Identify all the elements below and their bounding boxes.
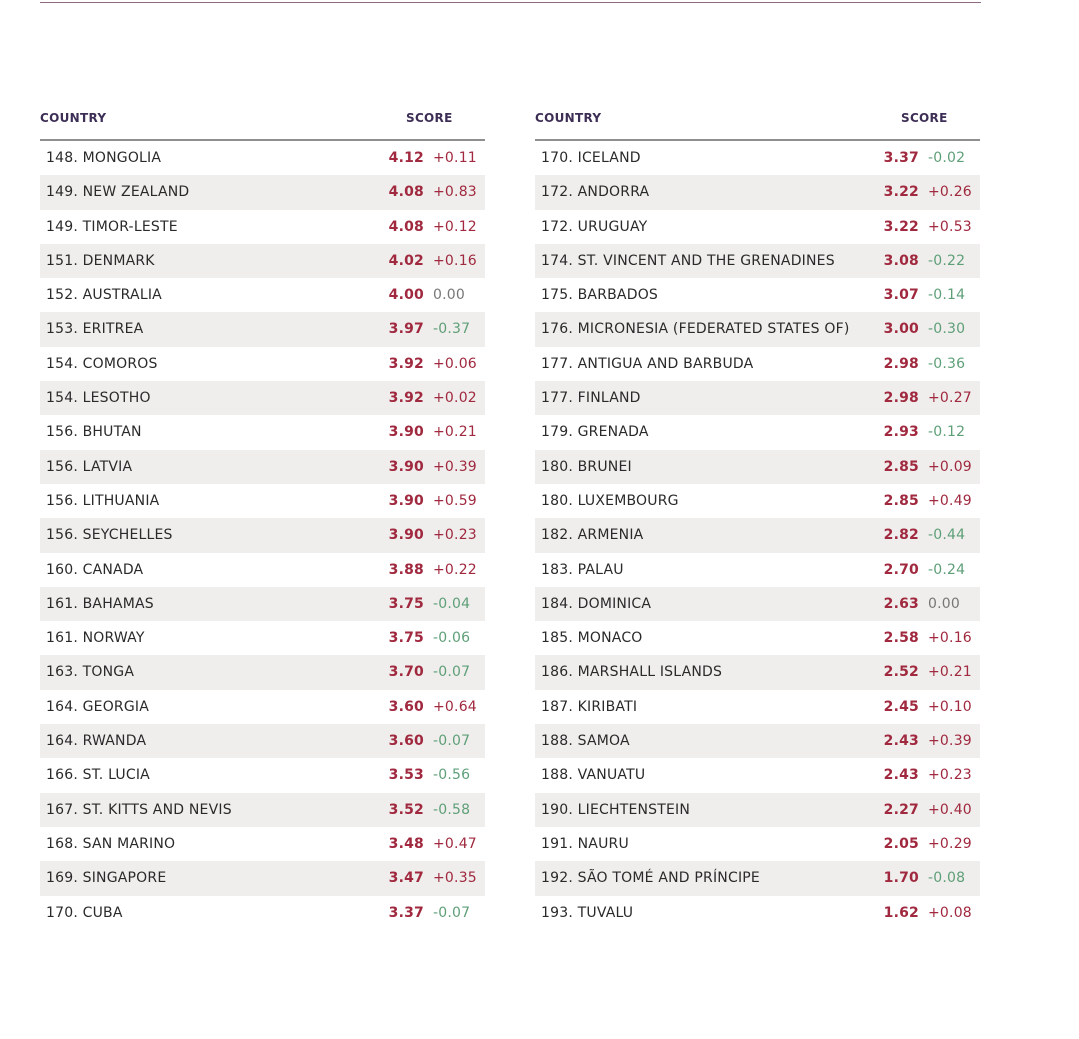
score-value: 2.45 [883,698,919,715]
score-change: +0.11 [433,150,477,166]
table-row [40,518,485,552]
table-row [535,827,980,861]
score-value: 3.53 [388,767,424,784]
score-change: +0.40 [928,801,972,818]
country-name: 177. FINLAND [541,390,641,407]
score-value: 4.00 [388,287,424,304]
score-value: 3.90 [388,527,424,544]
score-change: +0.06 [433,355,477,372]
score-value: 3.07 [883,287,919,304]
country-name: 163. TONGA [46,664,135,681]
score-value: 3.90 [388,424,424,441]
country-name: 169. SINGAPORE [46,870,167,887]
country-name: 148. MONGOLIA [46,150,162,166]
score-value: 3.90 [388,458,424,475]
country-name: 154. LESOTHO [46,390,151,407]
score-value: 3.37 [388,904,424,921]
country-name: 152. AUSTRALIA [46,287,162,304]
table-row [535,381,980,415]
country-name: 190. LIECHTENSTEIN [541,801,691,818]
table-row [535,175,980,209]
ranking-table-left [40,108,485,930]
country-name: 175. BARBADOS [541,287,658,304]
score-change: +0.16 [433,252,477,269]
score-value: 2.43 [883,733,919,750]
score-change: +0.83 [433,184,477,201]
score-change: +0.09 [928,458,972,475]
country-name: 188. SAMOA [541,733,630,750]
table-row [535,450,980,484]
table-row [40,621,485,655]
table-row [40,587,485,621]
top-divider [40,2,981,3]
score-change: -0.56 [433,767,471,784]
table-row [40,827,485,861]
score-change: -0.44 [928,527,966,544]
score-change: +0.22 [433,561,477,578]
table-row [40,244,485,278]
score-change: 0.00 [928,595,960,612]
country-name: 172. ANDORRA [541,184,650,201]
table-row [40,347,485,381]
country-name: 185. MONACO [541,630,643,647]
score-change: -0.07 [433,904,471,921]
score-value: 3.90 [388,492,424,509]
score-column-header: SCORE [901,111,948,125]
score-change: -0.36 [928,355,966,372]
country-name: 164. GEORGIA [46,698,150,715]
table-row [40,415,485,449]
country-name: 180. LUXEMBOURG [541,492,679,509]
score-change: -0.30 [928,321,966,338]
table-row [40,381,485,415]
score-value: 3.00 [883,321,919,338]
country-name: 154. COMOROS [46,355,158,372]
table-row [535,244,980,278]
table-row [40,896,485,930]
table-row [535,553,980,587]
country-name: 151. DENMARK [46,252,155,269]
country-name: 180. BRUNEI [541,458,632,475]
table-row [535,587,980,621]
country-name: 184. DOMINICA [541,595,652,612]
score-value: 3.97 [388,321,424,338]
score-value: 2.52 [883,664,919,681]
score-value: 3.75 [388,595,424,612]
score-change: +0.02 [433,390,477,407]
score-value: 3.88 [388,561,424,578]
table-row [40,724,485,758]
table-row [535,312,980,346]
score-value: 2.43 [883,767,919,784]
score-value: 3.47 [388,870,424,887]
table-row [40,175,485,209]
score-change: +0.64 [433,698,477,715]
country-name: 156. BHUTAN [46,424,142,441]
country-name: 192. SÃO TOMÉ AND PRÍNCIPE [541,870,760,887]
score-change: -0.08 [928,870,966,887]
country-name: 160. CANADA [46,561,144,578]
table-body [535,141,980,930]
score-value: 2.27 [883,801,919,818]
table-header [40,108,485,141]
table-row [40,312,485,346]
country-name: 164. RWANDA [46,733,147,750]
table-row [535,896,980,930]
score-value: 3.92 [388,355,424,372]
score-value: 2.70 [883,561,919,578]
country-name: 183. PALAU [541,561,624,578]
country-name: 170. CUBA [46,904,123,921]
table-row [535,210,980,244]
score-value: 2.82 [883,527,919,544]
score-change: 0.00 [433,287,465,304]
score-change: -0.24 [928,561,966,578]
score-value: 2.63 [883,595,919,612]
country-name: 161. BAHAMAS [46,595,154,612]
country-name: 177. ANTIGUA AND BARBUDA [541,355,754,372]
score-change: -0.04 [433,595,471,612]
score-change: +0.21 [433,424,477,441]
score-change: +0.53 [928,218,972,235]
ranking-table-right [535,108,980,930]
score-value: 1.62 [883,904,919,921]
score-value: 3.92 [388,390,424,407]
table-row [40,484,485,518]
table-row [535,724,980,758]
score-change: -0.07 [433,664,471,681]
table-row [40,210,485,244]
score-change: -0.22 [928,252,966,269]
table-row [40,758,485,792]
table-row [535,793,980,827]
country-name: 167. ST. KITTS AND NEVIS [46,801,232,818]
score-change: +0.08 [928,904,972,921]
score-column-header: SCORE [406,111,453,125]
country-name: 176. MICRONESIA (FEDERATED STATES OF) [541,321,850,338]
table-row [40,553,485,587]
table-row [535,690,980,724]
score-change: +0.39 [928,733,972,750]
score-change: +0.10 [928,698,972,715]
score-value: 2.98 [883,355,919,372]
table-row [535,655,980,689]
score-change: +0.21 [928,664,972,681]
table-row [535,278,980,312]
score-change: +0.47 [433,835,477,852]
table-row [40,278,485,312]
score-value: 3.60 [388,698,424,715]
table-row [40,793,485,827]
country-name: 193. TUVALU [541,904,634,921]
country-name: 149. NEW ZEALAND [46,184,190,201]
score-change: -0.58 [433,801,471,818]
score-change: -0.06 [433,630,471,647]
score-value: 2.85 [883,458,919,475]
score-value: 4.12 [388,150,424,166]
country-name: 179. GRENADA [541,424,649,441]
score-change: +0.26 [928,184,972,201]
score-change: +0.16 [928,630,972,647]
table-header [535,108,980,141]
score-change: +0.39 [433,458,477,475]
country-name: 166. ST. LUCIA [46,767,150,784]
table-row [535,347,980,381]
score-value: 4.02 [388,252,424,269]
score-value: 3.52 [388,801,424,818]
score-value: 3.48 [388,835,424,852]
score-value: 2.85 [883,492,919,509]
score-value: 2.05 [883,835,919,852]
score-value: 2.98 [883,390,919,407]
score-value: 4.08 [388,184,424,201]
score-change: +0.23 [433,527,477,544]
country-name: 170. ICELAND [541,150,641,166]
table-row [535,758,980,792]
country-column-header: COUNTRY [40,111,107,125]
score-value: 3.08 [883,252,919,269]
score-value: 3.37 [883,150,919,166]
country-name: 174. ST. VINCENT AND THE GRENADINES [541,252,835,269]
country-name: 188. VANUATU [541,767,646,784]
score-value: 3.22 [883,218,919,235]
table-row [535,484,980,518]
country-name: 156. SEYCHELLES [46,527,173,544]
country-column-header: COUNTRY [535,111,602,125]
country-name: 149. TIMOR-LESTE [46,218,178,235]
table-row [40,690,485,724]
table-row [40,655,485,689]
score-change: -0.07 [433,733,471,750]
score-change: +0.23 [928,767,972,784]
score-change: +0.29 [928,835,972,852]
score-value: 3.75 [388,630,424,647]
score-change: -0.12 [928,424,966,441]
score-value: 3.70 [388,664,424,681]
score-value: 3.60 [388,733,424,750]
country-name: 186. MARSHALL ISLANDS [541,664,723,681]
score-change: +0.59 [433,492,477,509]
table-row [40,861,485,895]
country-name: 161. NORWAY [46,630,145,647]
score-change: -0.14 [928,287,966,304]
country-name: 187. KIRIBATI [541,698,638,715]
score-value: 2.93 [883,424,919,441]
score-value: 1.70 [883,870,919,887]
score-change: +0.27 [928,390,972,407]
score-value: 3.22 [883,184,919,201]
country-name: 153. ERITREA [46,321,144,338]
table-row [535,141,980,175]
score-change: +0.12 [433,218,477,235]
table-row [535,518,980,552]
country-name: 172. URUGUAY [541,218,648,235]
score-change: +0.49 [928,492,972,509]
table-row [40,141,485,175]
table-row [535,861,980,895]
country-name: 182. ARMENIA [541,527,644,544]
table-row [40,450,485,484]
table-body [40,141,485,930]
score-change: -0.37 [433,321,471,338]
score-value: 2.58 [883,630,919,647]
score-change: +0.35 [433,870,477,887]
table-row [535,415,980,449]
table-row [535,621,980,655]
country-name: 156. LITHUANIA [46,492,160,509]
country-name: 191. NAURU [541,835,629,852]
score-change: -0.02 [928,150,966,166]
score-value: 4.08 [388,218,424,235]
country-name: 168. SAN MARINO [46,835,176,852]
country-name: 156. LATVIA [46,458,133,475]
